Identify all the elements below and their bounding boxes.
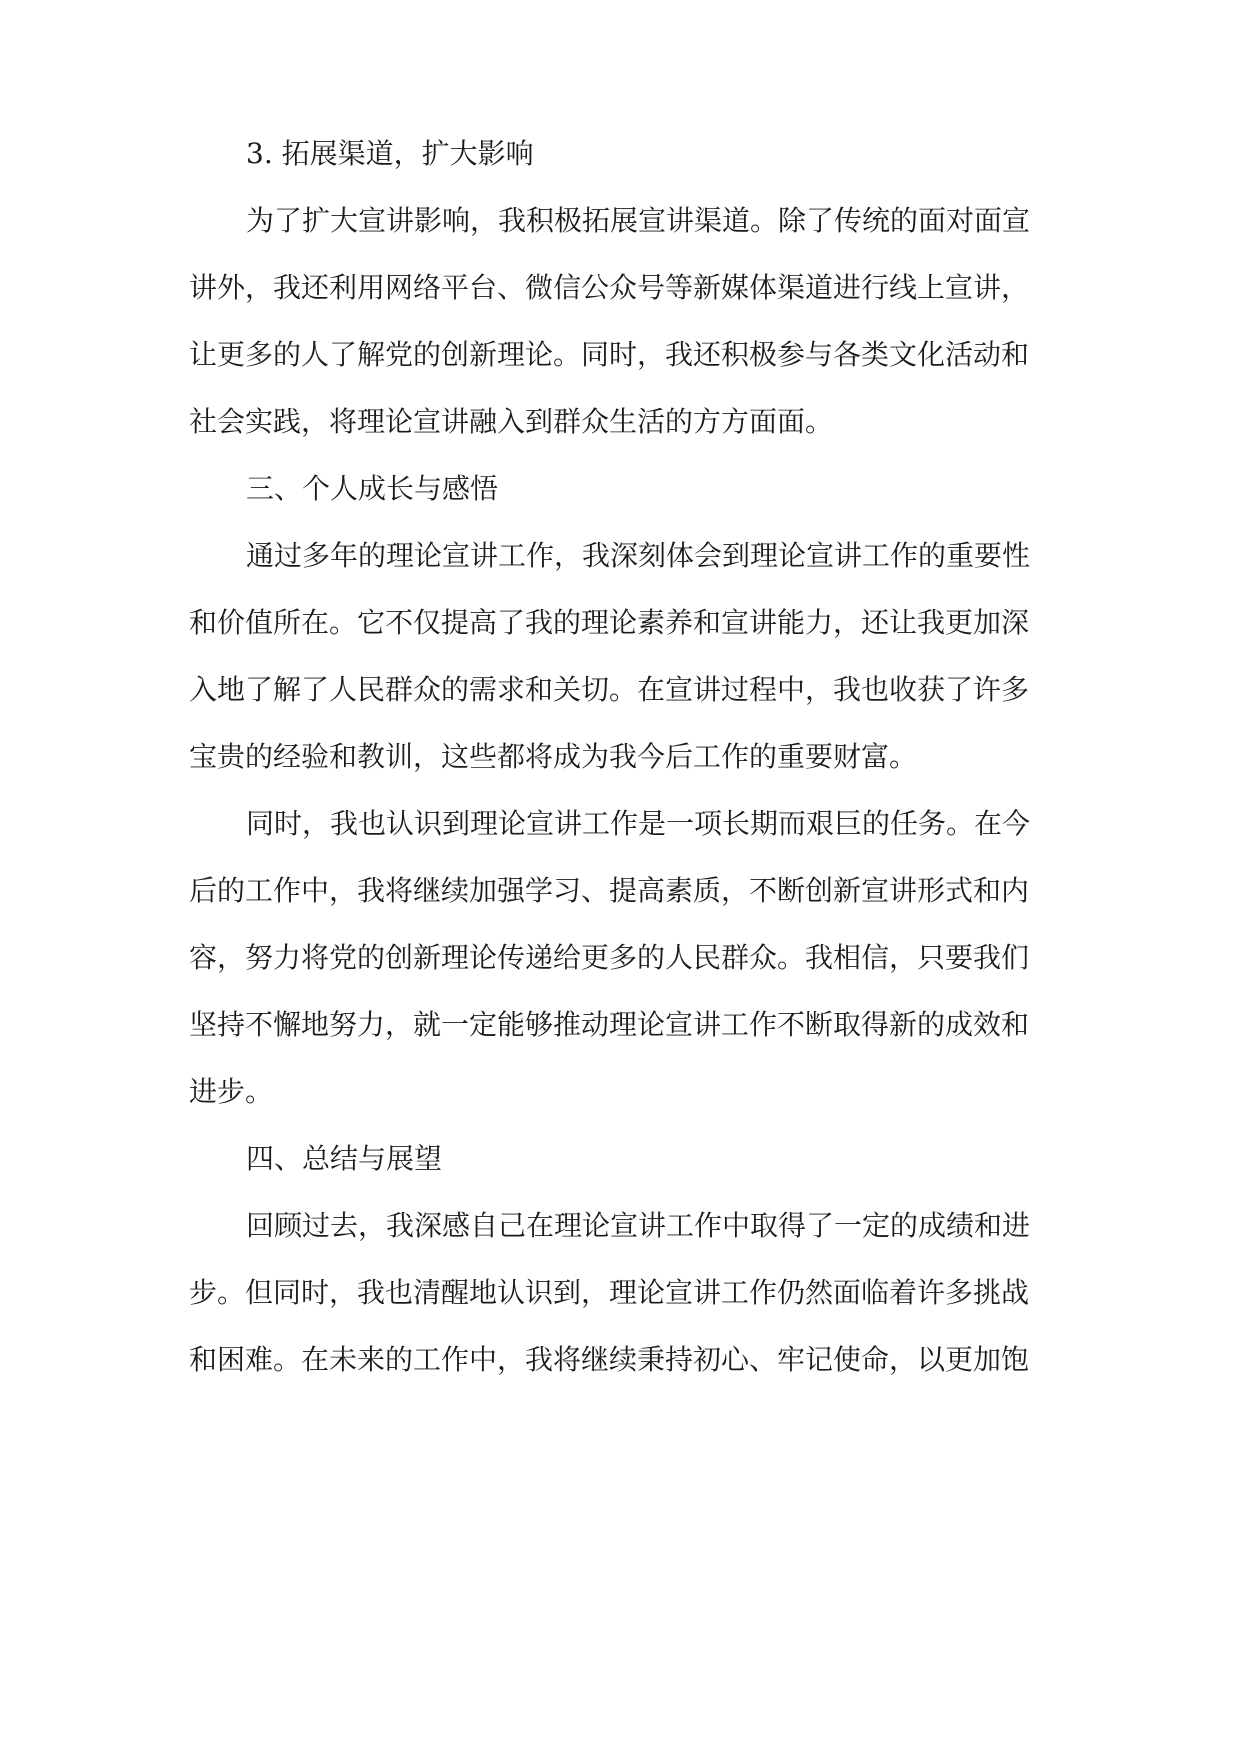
paragraph-line: 进步。 bbox=[189, 1075, 274, 1108]
paragraph-line: 和价值所在。它不仅提高了我的理论素养和宣讲能力，还让我更加深 bbox=[189, 606, 1030, 639]
paragraph-line: 宝贵的经验和教训，这些都将成为我今后工作的重要财富。 bbox=[189, 740, 918, 773]
paragraph-line: 坚持不懈地努力，就一定能够推动理论宣讲工作不断取得新的成效和 bbox=[189, 1008, 1030, 1041]
paragraph-line: 步。但同时，我也清醒地认识到，理论宣讲工作仍然面临着许多挑战 bbox=[189, 1276, 1030, 1309]
paragraph-line: 同时，我也认识到理论宣讲工作是一项长期而艰巨的任务。在今 bbox=[246, 807, 1031, 840]
paragraph-line: 社会实践，将理论宣讲融入到群众生活的方方面面。 bbox=[189, 405, 834, 438]
subsection-heading: 3. 拓展渠道，扩大影响 bbox=[246, 137, 534, 170]
section-heading: 四、总结与展望 bbox=[246, 1142, 443, 1175]
paragraph-line: 回顾过去，我深感自己在理论宣讲工作中取得了一定的成绩和进 bbox=[246, 1209, 1031, 1242]
paragraph-line: 容，努力将党的创新理论传递给更多的人民群众。我相信，只要我们 bbox=[189, 941, 1030, 974]
paragraph-line: 入地了解了人民群众的需求和关切。在宣讲过程中，我也收获了许多 bbox=[189, 673, 1030, 706]
section-heading: 三、个人成长与感悟 bbox=[246, 472, 499, 505]
paragraph-line: 讲外，我还利用网络平台、微信公众号等新媒体渠道进行线上宣讲， bbox=[189, 271, 1030, 304]
paragraph-line: 后的工作中，我将继续加强学习、提高素质，不断创新宣讲形式和内 bbox=[189, 874, 1030, 907]
paragraph-line: 让更多的人了解党的创新理论。同时，我还积极参与各类文化活动和 bbox=[189, 338, 1030, 371]
paragraph-line: 和困难。在未来的工作中，我将继续秉持初心、牢记使命，以更加饱 bbox=[189, 1343, 1030, 1376]
paragraph-line: 为了扩大宣讲影响，我积极拓展宣讲渠道。除了传统的面对面宣 bbox=[246, 204, 1031, 237]
paragraph-line: 通过多年的理论宣讲工作，我深刻体会到理论宣讲工作的重要性 bbox=[246, 539, 1031, 572]
